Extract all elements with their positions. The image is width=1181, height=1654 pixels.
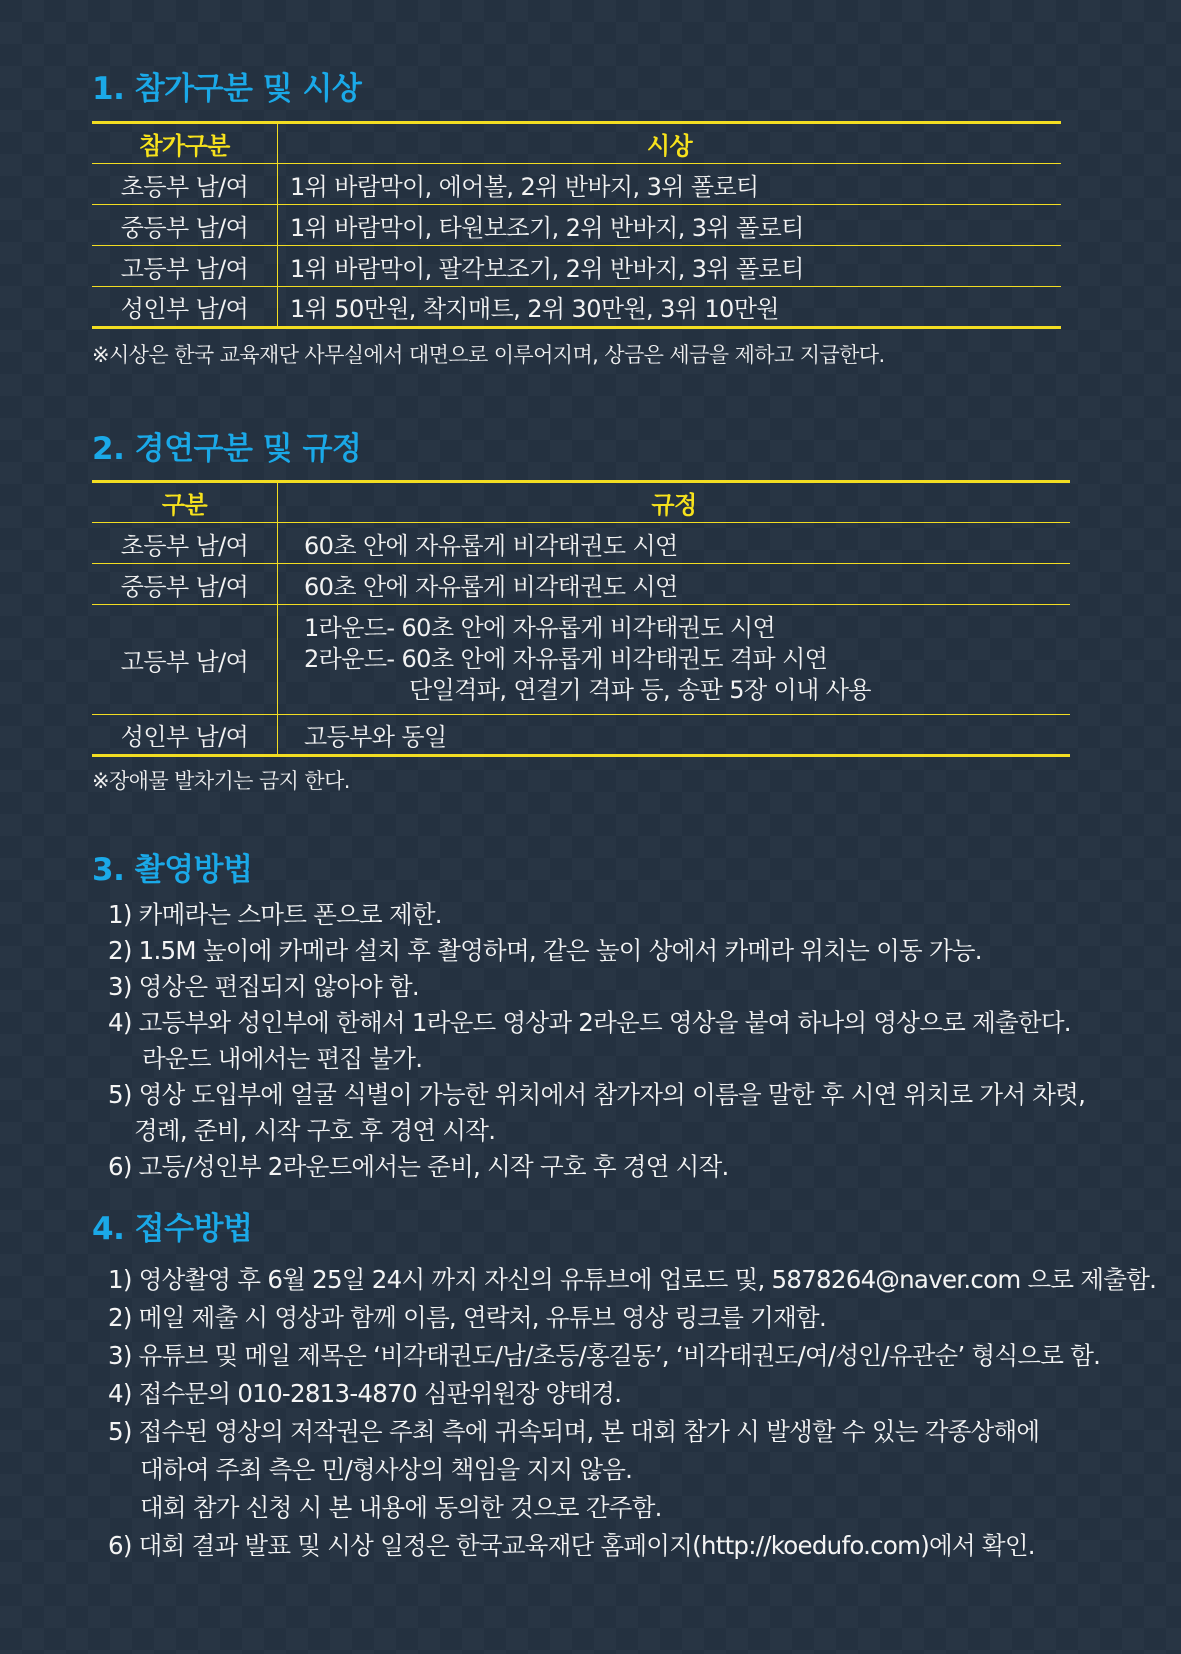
list-item xyxy=(108,1005,1085,1077)
award-cell: 1위 바람막이, 타원보조기, 2위 반바지, 3위 폴로티 xyxy=(278,205,1062,246)
list-item-text: 1) 카메라는 스마트 폰으로 제한. xyxy=(108,900,442,929)
table-row xyxy=(92,246,1061,287)
list-item xyxy=(108,1337,1156,1375)
rule-line: 1라운드- 60초 안에 자유롭게 비각태권도 시연 xyxy=(304,614,776,642)
awards-note: ※시상은 한국 교육재단 사무실에서 대면으로 이루어지며, 상금은 세금을 제하고 지급한다. xyxy=(92,343,885,367)
list-item xyxy=(108,933,1085,969)
division-cell: 고등부 남/여 xyxy=(92,605,278,715)
table-row xyxy=(92,715,1070,756)
list-item-text: 4) 접수문의 010-2813-4870 심판위원장 양태경. xyxy=(108,1379,622,1408)
list-item-text: 1) 영상촬영 후 6월 25일 24시 까지 자신의 유튜브에 업로드 및, 5878264@naver.com 으로 제출함. xyxy=(108,1265,1157,1294)
header-division: 구분 xyxy=(92,482,278,523)
section1-title: 1. 참가구분 및 시상 xyxy=(92,71,362,107)
table-header-row xyxy=(92,123,1061,164)
table-row xyxy=(92,287,1061,328)
division-cell: 성인부 남/여 xyxy=(92,287,278,328)
list-item-continuation: 대회 참가 신청 시 본 내용에 동의한 것으로 간주함. xyxy=(140,1493,662,1522)
submission-method-list xyxy=(108,1261,1156,1565)
section3-title: 3. 촬영방법 xyxy=(92,852,253,888)
rule-cell xyxy=(278,605,1071,715)
list-item xyxy=(108,1375,1156,1413)
division-cell: 성인부 남/여 xyxy=(92,715,278,756)
list-item-text: 6) 고등/성인부 2라운드에서는 준비, 시작 구호 후 경연 시작. xyxy=(108,1152,729,1181)
table-row xyxy=(92,564,1070,605)
table-row xyxy=(92,205,1061,246)
section4-title: 4. 접수방법 xyxy=(92,1211,253,1247)
list-item xyxy=(108,1077,1085,1149)
header-division: 참가구분 xyxy=(92,123,278,164)
list-item-text: 6) 대회 결과 발표 및 시상 일정은 한국교육재단 홈페이지(http://koedufo.com)에서 확인. xyxy=(108,1531,1035,1560)
rule-line: 2라운드- 60초 안에 자유롭게 비각태권도 격파 시연 xyxy=(304,645,828,673)
table-row xyxy=(92,605,1070,715)
list-item xyxy=(108,897,1085,933)
list-item xyxy=(108,969,1085,1005)
filming-method-list xyxy=(108,897,1085,1185)
table-row xyxy=(92,164,1061,205)
section2-title: 2. 경연구분 및 규정 xyxy=(92,431,362,467)
table-row xyxy=(92,523,1070,564)
header-awards: 시상 xyxy=(278,123,1062,164)
table-header-row xyxy=(92,482,1070,523)
rules-table xyxy=(92,480,1070,757)
header-rules: 규정 xyxy=(278,482,1071,523)
division-cell: 고등부 남/여 xyxy=(92,246,278,287)
division-cell: 초등부 남/여 xyxy=(92,523,278,564)
list-item-continuation: 대하여 주최 측은 민/형사상의 책임을 지지 않음. xyxy=(140,1455,633,1484)
list-item-text: 5) 접수된 영상의 저작권은 주최 측에 귀속되며, 본 대회 참가 시 발생할 수 있는 각종상해에 xyxy=(108,1417,1040,1446)
division-cell: 초등부 남/여 xyxy=(92,164,278,205)
division-cell: 중등부 남/여 xyxy=(92,564,278,605)
list-item-continuation: 라운드 내에서는 편집 불가. xyxy=(142,1044,423,1073)
awards-table xyxy=(92,121,1061,329)
rules-note: ※장애물 발차기는 금지 한다. xyxy=(92,769,350,793)
list-item-text: 4) 고등부와 성인부에 한해서 1라운드 영상과 2라운드 영상을 붙여 하나의 영상으로 제출한다. xyxy=(108,1008,1071,1037)
list-item xyxy=(108,1261,1156,1299)
rule-line: 단일격파, 연결기 격파 등, 송판 5장 이내 사용 xyxy=(409,676,871,704)
award-cell: 1위 바람막이, 에어볼, 2위 반바지, 3위 폴로티 xyxy=(278,164,1062,205)
list-item-text: 2) 1.5M 높이에 카메라 설치 후 촬영하며, 같은 높이 상에서 카메라 위치는 이동 가능. xyxy=(108,936,982,965)
list-item-text: 5) 영상 도입부에 얼굴 식별이 가능한 위치에서 참가자의 이름을 말한 후 시연 위치로 가서 차렷, xyxy=(108,1080,1086,1109)
award-cell: 1위 50만원, 착지매트, 2위 30만원, 3위 10만원 xyxy=(278,287,1062,328)
list-item xyxy=(108,1149,1085,1185)
division-cell: 중등부 남/여 xyxy=(92,205,278,246)
rule-cell: 60초 안에 자유롭게 비각태권도 시연 xyxy=(278,564,1071,605)
list-item xyxy=(108,1299,1156,1337)
list-item-continuation: 경례, 준비, 시작 구호 후 경연 시작. xyxy=(134,1116,496,1145)
list-item-text: 3) 영상은 편집되지 않아야 함. xyxy=(108,972,419,1001)
list-item xyxy=(108,1413,1156,1527)
rule-cell: 고등부와 동일 xyxy=(278,715,1071,756)
rule-cell: 60초 안에 자유롭게 비각태권도 시연 xyxy=(278,523,1071,564)
list-item-text: 3) 유튜브 및 메일 제목은 ‘비각태권도/남/초등/홍길동’, ‘비각태권도/여/성인/유관순’ 형식으로 함. xyxy=(108,1341,1101,1370)
award-cell: 1위 바람막이, 팔각보조기, 2위 반바지, 3위 폴로티 xyxy=(278,246,1062,287)
list-item-text: 2) 메일 제출 시 영상과 함께 이름, 연락처, 유튜브 영상 링크를 기재함. xyxy=(108,1303,827,1332)
list-item xyxy=(108,1527,1156,1565)
